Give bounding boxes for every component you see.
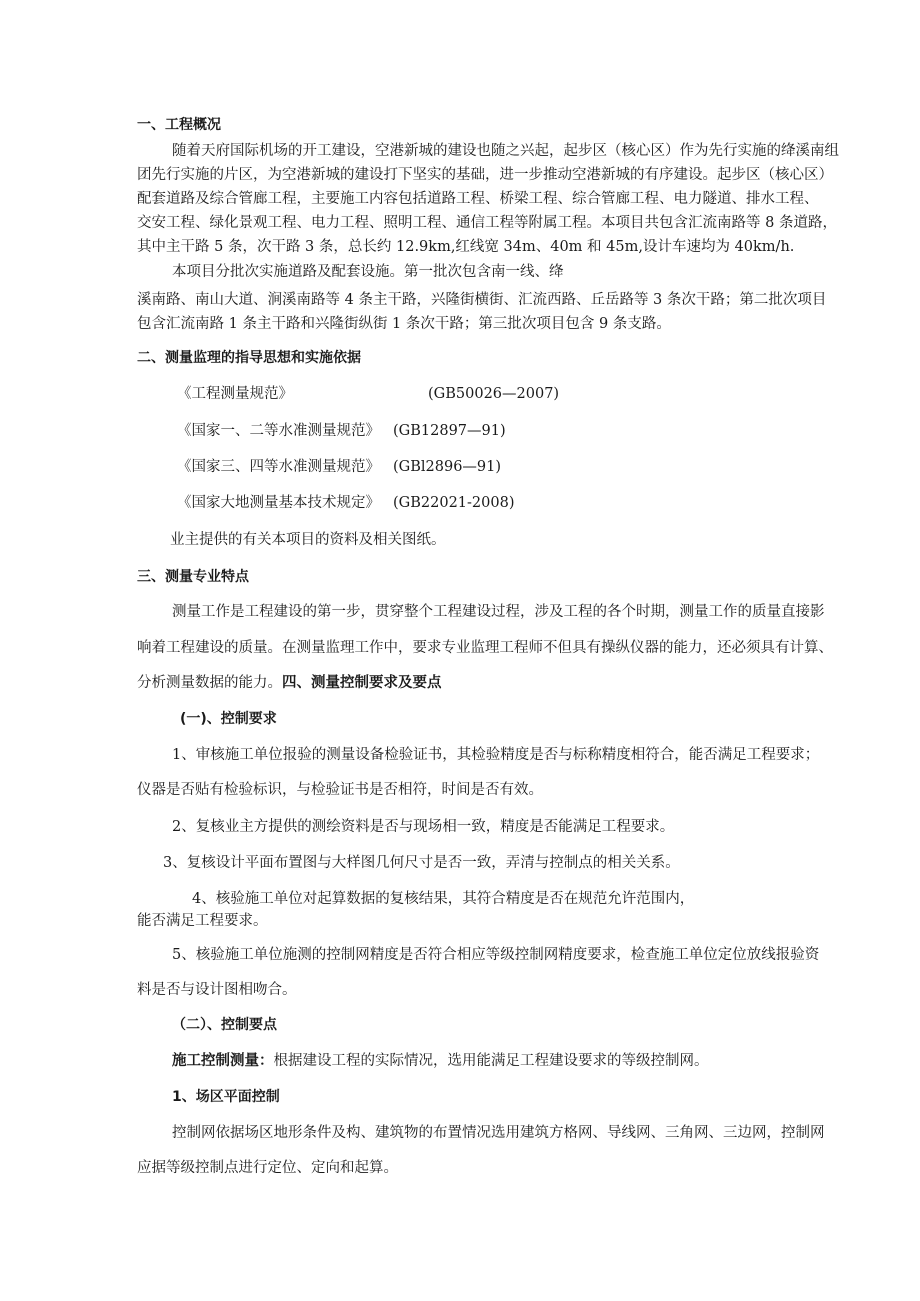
section-heading-overview: 一、工程概况 xyxy=(137,117,221,133)
requirement-5-line-2: 料是否与设计图相吻合。 xyxy=(137,982,297,998)
features-line-1: 测量工作是工程建设的第一步，贯穿整个工程建设过程，涉及工程的各个时期，测量工作的质量直接影 xyxy=(172,604,825,620)
subheading-control-requirements: (一)、控制要求 xyxy=(180,711,277,727)
requirement-2: 2、复核业主方提供的测绘资料是否与现场相一致，精度是否能满足工程要求。 xyxy=(172,819,675,835)
standard-name-1: 《工程测量规范》 xyxy=(177,386,293,402)
standard-name-4: 《国家大地测量基本技术规定》 xyxy=(177,495,380,511)
standard-code-4: (GB22021-2008) xyxy=(393,495,515,511)
requirement-1-line-2: 仪器是否贴有检验标识，与检验证书是否相符，时间是否有效。 xyxy=(137,782,543,798)
overview-line-1: 随着天府国际机场的开工建设，空港新城的建设也随之兴起，起步区（核心区）作为先行实施的绛溪南组 xyxy=(172,143,839,159)
plane-control-line-2: 应据等级控制点进行定位、定向和起算。 xyxy=(137,1160,398,1176)
batch-line-3: 包含汇流南路 1 条主干路和兴隆街纵街 1 条次干路；第三批次项目包含 9 条支路。 xyxy=(137,316,671,332)
requirement-3: 3、复核设计平面布置图与大样图几何尺寸是否一致，弄清与控制点的相关关系。 xyxy=(163,855,680,871)
overview-line-3: 配套道路及综合管廊工程，主要施工内容包括道路工程、桥梁工程、综合管廊工程、电力隧道、排水工程、 xyxy=(137,191,819,207)
section-heading-basis: 二、测量监理的指导思想和实施依据 xyxy=(137,350,361,366)
construction-control-label: 施工控制测量： xyxy=(172,1053,274,1069)
features-line-3-text: 分析测量数据的能力。 xyxy=(137,675,282,691)
construction-control-line xyxy=(172,1051,709,1071)
requirement-4-line-1: 4、核验施工单位对起算数据的复核结果，其符合精度是否在规范允许范围内， xyxy=(192,891,695,907)
overview-line-5: 其中主干路 5 条，次干路 3 条，总长约 12.9km,红线宽 34m、40m 和 45m,设计车速均为 40km/h. xyxy=(137,239,795,255)
plane-control-line-1: 控制网依据场区地形条件及构、建筑物的布置情况选用建筑方格网、导线网、三角网、三边网，控制网 xyxy=(172,1125,825,1141)
subheading-site-plane-control: 1、场区平面控制 xyxy=(172,1089,280,1105)
standard-code-2: (GB12897—91) xyxy=(393,423,506,439)
features-line-3 xyxy=(137,673,442,693)
subheading-control-points: （二）、控制要点 xyxy=(172,1017,277,1033)
construction-control-text: 根据建设工程的实际情况，选用能满足工程建设要求的等级控制网。 xyxy=(273,1053,709,1069)
standard-name-3: 《国家三、四等水准测量规范》 xyxy=(177,459,380,475)
standard-code-3: (GBl2896—91) xyxy=(393,459,502,475)
batch-line-2: 溪南路、南山大道、涧溪南路等 4 条主干路，兴隆街横街、汇流西路、丘岳路等 3 条次干路；第二批次项目 xyxy=(137,292,827,308)
section-heading-features: 三、测量专业特点 xyxy=(137,569,249,585)
section-heading-control: 四、测量控制要求及要点 xyxy=(282,675,442,691)
overview-line-2: 团先行实施的片区，为空港新城的建设打下坚实的基础，进一步推动空港新城的有序建设。起步区（核心区） xyxy=(137,167,833,183)
owner-documents-note: 业主提供的有关本项目的资料及相关图纸。 xyxy=(170,532,446,548)
requirement-5-line-1: 5、核验施工单位施测的控制网精度是否符合相应等级控制网精度要求，检查施工单位定位放线报验资 xyxy=(172,947,820,963)
standard-code-1: (GB50026—2007) xyxy=(428,386,560,402)
requirement-4-line-2: 能否满足工程要求。 xyxy=(137,913,268,929)
requirement-1-line-1: 1、审核施工单位报验的测量设备检验证书，其检验精度是否与标称精度相符合，能否满足工程要求； xyxy=(172,747,820,763)
standard-name-2: 《国家一、二等水准测量规范》 xyxy=(177,423,380,439)
batch-line-1: 本项目分批次实施道路及配套设施。第一批次包含南一线、绛 xyxy=(172,264,564,280)
features-line-2: 响着工程建设的质量。在测量监理工作中，要求专业监理工程师不但具有操纵仪器的能力，还必须具有计算、 xyxy=(137,640,833,656)
overview-line-4: 交安工程、绿化景观工程、电力工程、照明工程、通信工程等附属工程。本项目共包含汇流南路等 8 条道路， xyxy=(137,215,837,231)
